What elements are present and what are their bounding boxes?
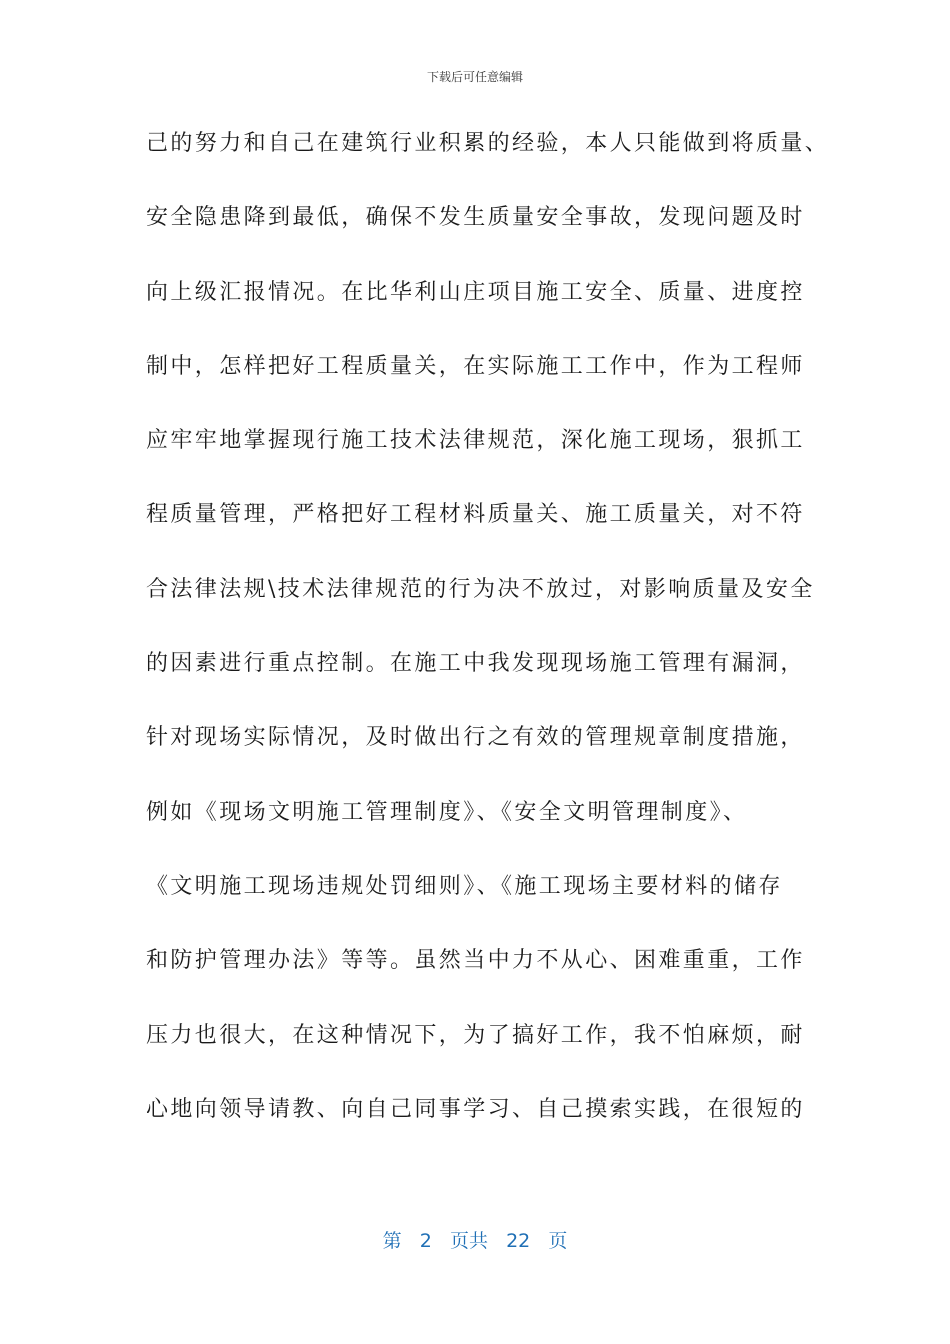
body-line-1: 己的努力和自己在建筑行业积累的经验，本人只能做到将质量、 bbox=[146, 131, 830, 156]
body-line-7: 合法律法规\技术法律规范的行为决不放过，对影响质量及安全 bbox=[146, 576, 815, 602]
footer-current-page: 2 bbox=[419, 1230, 432, 1252]
document-body bbox=[146, 120, 830, 1160]
body-line-6: 程质量管理，严格把好工程材料质量关、施工质量关，对不符 bbox=[146, 502, 805, 528]
body-line-13: 压力也很大，在这种情况下，为了搞好工作，我不怕麻烦，耐 bbox=[146, 1022, 805, 1048]
body-line-11: 《文明施工现场违规处罚细则》、《施工现场主要材料的储存 bbox=[146, 873, 783, 899]
body-line-12: 和防护管理办法》等等。虽然当中力不从心、困难重重，工作 bbox=[146, 948, 805, 974]
body-line-10: 例如《现场文明施工管理制度》、《安全文明管理制度》、 bbox=[146, 799, 748, 825]
page-footer bbox=[0, 1226, 950, 1253]
body-line-9: 针对现场实际情况，及时做出行之有效的管理规章制度措施， bbox=[146, 725, 805, 751]
body-line-14: 心地向领导请教、向自己同事学习、自己摸索实践，在很短的 bbox=[146, 1096, 805, 1122]
footer-prefix: 第 bbox=[382, 1230, 402, 1252]
body-line-5: 应牢牢地掌握现行施工技术法律规范，深化施工现场，狠抓工 bbox=[146, 428, 805, 454]
footer-middle: 页共 bbox=[449, 1230, 488, 1252]
footer-total-pages: 22 bbox=[506, 1230, 531, 1252]
footer-suffix: 页 bbox=[548, 1230, 568, 1252]
body-line-4: 制中，怎样把好工程质量关，在实际施工工作中，作为工程师 bbox=[146, 353, 805, 379]
body-line-8: 的因素进行重点控制。在施工中我发现现场施工管理有漏洞， bbox=[146, 651, 805, 677]
body-line-3: 向上级汇报情况。在比华利山庄项目施工安全、质量、进度控 bbox=[146, 279, 805, 305]
body-line-2: 安全隐患降到最低，确保不发生质量安全事故，发现问题及时 bbox=[146, 205, 805, 231]
page-header: 下载后可任意编辑 bbox=[426, 70, 523, 84]
